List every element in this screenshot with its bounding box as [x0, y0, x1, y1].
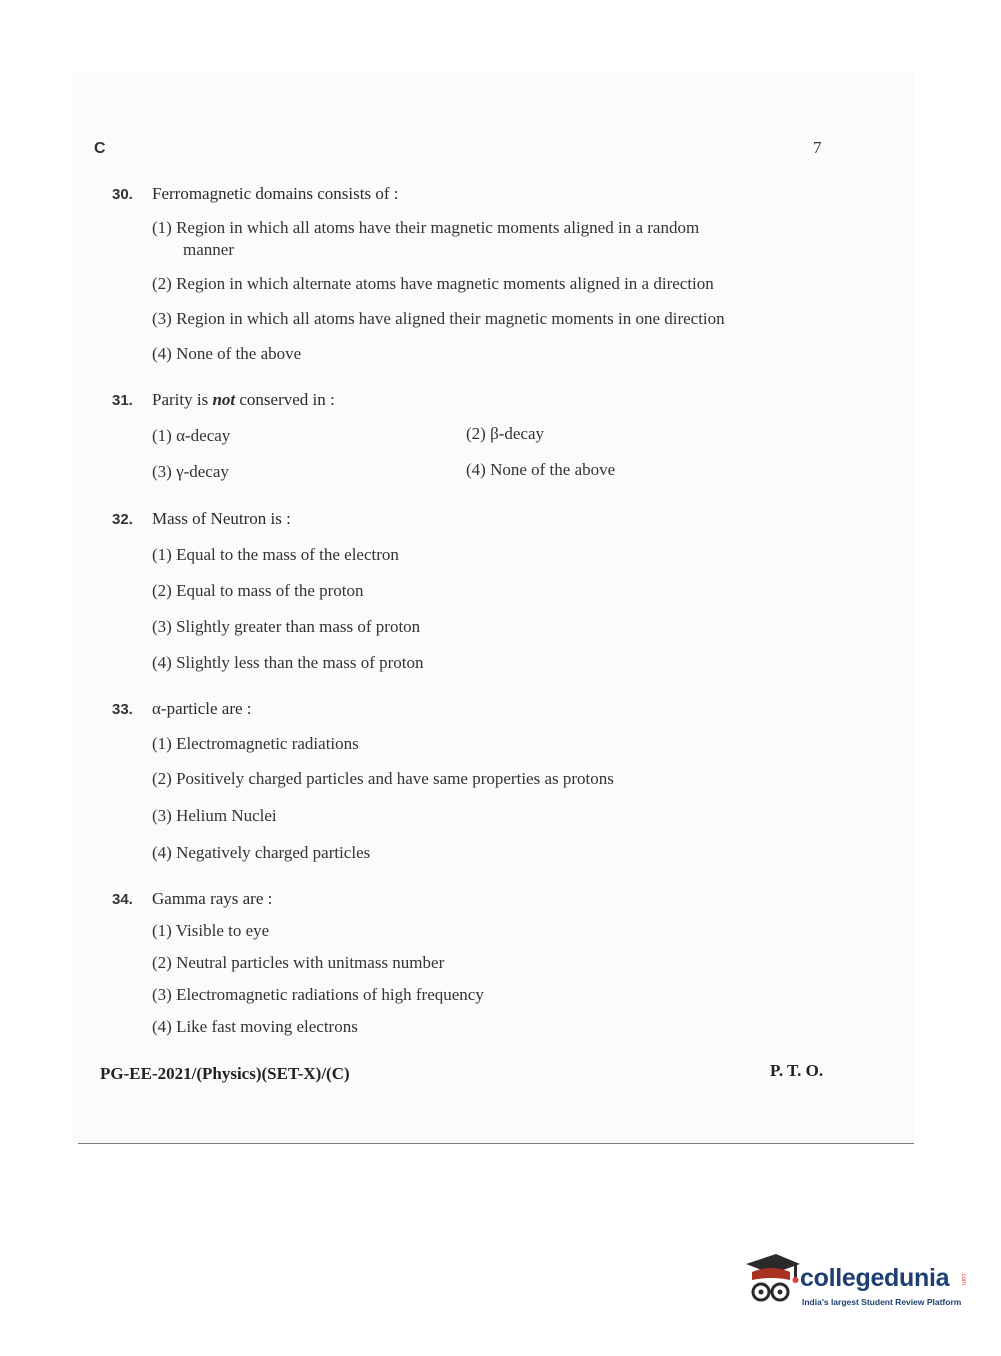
option-text: Region in which all atoms have their magnetic moments aligned in a random	[176, 218, 700, 237]
option-text: Slightly less than the mass of proton	[176, 653, 424, 672]
option-text: Helium Nuclei	[176, 806, 277, 825]
option-text: Slightly greater than mass of proton	[176, 617, 421, 636]
question-32	[112, 509, 832, 672]
collegedunia-logo	[742, 1250, 972, 1318]
option-label: (1)	[152, 921, 172, 940]
question-number: 34.	[112, 891, 133, 908]
option-text: Electromagnetic radiations	[176, 734, 359, 753]
option-label: (1)	[152, 734, 172, 753]
option-text: α-decay	[176, 426, 231, 445]
option-4	[152, 842, 370, 864]
option-4	[466, 459, 615, 481]
option-text: None of the above	[176, 344, 302, 363]
option-text: Electromagnetic radiations of high frequency	[176, 985, 484, 1004]
option-label: (2)	[152, 769, 172, 788]
option-3	[152, 308, 725, 330]
question-number: 33.	[112, 701, 133, 718]
option-label: (2)	[152, 274, 172, 293]
option-2	[152, 952, 444, 974]
pto-note: P. T. O.	[770, 1061, 824, 1080]
question-text: α-particle are :	[152, 699, 252, 718]
set-code: C	[94, 140, 106, 157]
option-1	[152, 425, 230, 447]
option-4	[152, 343, 301, 365]
option-label: (3)	[152, 806, 172, 825]
option-text: Equal to mass of the proton	[176, 581, 364, 600]
option-text: Equal to the mass of the electron	[176, 545, 399, 564]
option-label: (2)	[152, 581, 172, 600]
brand-tagline: India's largest Student Review Platform	[802, 1297, 962, 1307]
question-31	[112, 390, 832, 481]
option-3	[152, 805, 277, 827]
option-label: (1)	[152, 218, 172, 237]
option-label: (4)	[466, 460, 486, 479]
question-34	[112, 889, 832, 1036]
option-label: (3)	[152, 617, 172, 636]
option-label: (4)	[152, 653, 172, 672]
question-number: 32.	[112, 511, 133, 528]
option-3	[152, 984, 484, 1006]
option-label: (4)	[152, 344, 172, 363]
page-number: 7	[813, 138, 822, 157]
option-text: Negatively charged particles	[176, 843, 371, 862]
question-text: Ferromagnetic domains consists of :	[152, 184, 399, 203]
option-3	[152, 461, 229, 483]
emphasis-not: not	[212, 390, 236, 409]
option-2	[466, 423, 544, 445]
option-2	[152, 580, 364, 602]
option-1	[152, 217, 812, 261]
option-label: (3)	[152, 462, 172, 481]
option-text: β-decay	[490, 424, 545, 443]
option-text: Like fast moving electrons	[176, 1017, 358, 1036]
question-text: Mass of Neutron is :	[152, 509, 291, 528]
option-text: Region in which alternate atoms have magnetic moments aligned in a direction	[176, 274, 714, 293]
option-label: (2)	[152, 953, 172, 972]
option-text: Visible to eye	[175, 921, 270, 940]
paper-code: PG-EE-2021/(Physics)(SET-X)/(C)	[100, 1064, 350, 1083]
option-label: (1)	[152, 426, 172, 445]
question-text: Parity is not conserved in :	[152, 390, 335, 409]
option-label: (3)	[152, 985, 172, 1004]
brand-name: collegedunia	[800, 1264, 950, 1292]
option-text: Neutral particles with unitmass number	[176, 953, 445, 972]
option-2	[152, 273, 714, 295]
option-text: γ-decay	[176, 462, 229, 481]
question-text: Gamma rays are :	[152, 889, 273, 908]
student-mascot-icon	[742, 1250, 802, 1310]
question-30	[112, 184, 832, 363]
option-1	[152, 733, 359, 755]
option-text: Positively charged particles and have same properties as protons	[176, 769, 614, 788]
option-3	[152, 616, 420, 638]
page-bottom-rule	[78, 1143, 914, 1144]
question-number: 31.	[112, 392, 133, 409]
option-label: (4)	[152, 843, 172, 862]
option-text-continuation: manner	[183, 240, 234, 259]
option-4	[152, 652, 424, 674]
option-4	[152, 1016, 358, 1038]
option-1	[152, 544, 399, 566]
option-label: (2)	[466, 424, 486, 443]
option-label: (4)	[152, 1017, 172, 1036]
option-2	[152, 768, 614, 790]
brand-domain-suffix: .com	[960, 1272, 966, 1286]
question-number: 30.	[112, 186, 133, 203]
option-label: (3)	[152, 309, 172, 328]
option-text: Region in which all atoms have aligned their magnetic moments in one direction	[176, 309, 725, 328]
option-1	[152, 920, 269, 942]
question-33	[112, 699, 832, 862]
option-text: None of the above	[490, 460, 616, 479]
option-label: (1)	[152, 545, 172, 564]
